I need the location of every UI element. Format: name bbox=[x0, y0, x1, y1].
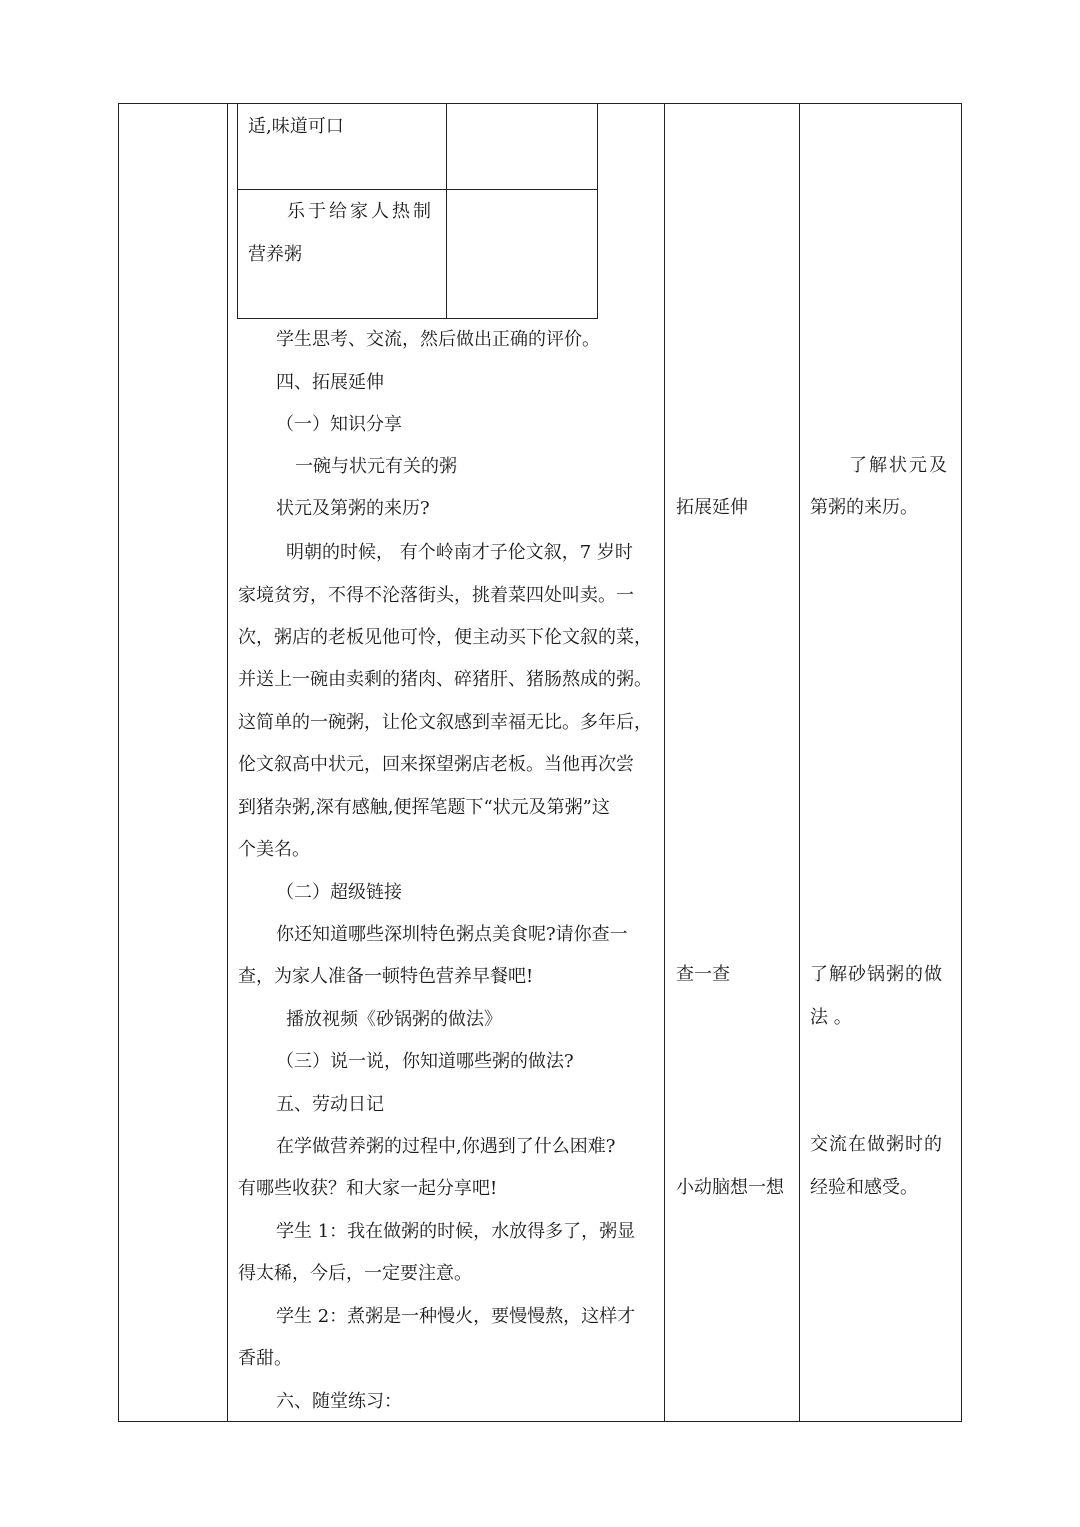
activity-search: 查一查 bbox=[676, 964, 730, 985]
story-line: 明朝的时候， 有个岭南才子伦文叙，7 岁时 bbox=[286, 542, 633, 563]
story-line: 伦文叙高中状元，回来探望粥店老板。当他再次尝 bbox=[238, 754, 634, 775]
section-heading-5: 五、劳动日记 bbox=[276, 1094, 384, 1115]
paragraph-porridge-title: 一碗与状元有关的粥 bbox=[295, 456, 457, 477]
activity-think: 小动脑想一想 bbox=[676, 1177, 784, 1198]
story-line: 个美名。 bbox=[238, 839, 310, 860]
story-line: 次，粥店的老板见他可怜，便主动买下伦文叙的菜， bbox=[238, 627, 652, 648]
inner-table-cell-1: 适,味道可口 bbox=[248, 116, 344, 137]
column-divider-2 bbox=[664, 103, 665, 1422]
paragraph-student2-line-1: 学生 2：煮粥是一种慢火，要慢慢熬，这样才 bbox=[276, 1306, 636, 1327]
subheading-discuss: （三）说一说，你知道哪些粥的做法? bbox=[276, 1051, 574, 1072]
inner-table-cell-2-line-2: 营养粥 bbox=[248, 244, 302, 265]
subheading-super-link: （二）超级链接 bbox=[276, 882, 402, 903]
paragraph-video: 播放视频《砂锅粥的做法》 bbox=[286, 1009, 502, 1030]
inner-table-row-divider bbox=[237, 189, 598, 190]
intent-2-line-2: 法 。 bbox=[810, 1007, 852, 1028]
intent-1-line-2: 第粥的来历。 bbox=[810, 497, 918, 518]
activity-extend: 拓展延伸 bbox=[676, 497, 748, 518]
subheading-knowledge-share: （一）知识分享 bbox=[276, 414, 402, 435]
paragraph-student2-line-2: 香甜。 bbox=[238, 1348, 292, 1369]
table-left-border bbox=[118, 103, 119, 1422]
story-line: 家境贫穷，不得不沦落街头，挑着菜四处叫卖。一 bbox=[238, 585, 634, 606]
intent-3-line-2: 经验和感受。 bbox=[810, 1177, 918, 1198]
story-line: 这简单的一碗粥，让伦文叙感到幸福无比。多年后， bbox=[238, 712, 652, 733]
story-line: 到猪杂粥,深有感触,便挥笔题下“状元及第粥”这 bbox=[238, 797, 610, 818]
paragraph-evaluation: 学生思考、交流，然后做出正确的评价。 bbox=[276, 329, 600, 350]
intent-3-line-1: 交流在做粥时的 bbox=[810, 1134, 943, 1155]
inner-table-cell-2-line-1: 乐于给家人热制 bbox=[287, 201, 434, 222]
story-line: 并送上一碗由卖剩的猪肉、碎猪肝、猪肠熬成的粥。 bbox=[238, 669, 652, 690]
paragraph-search-line-1: 你还知道哪些深圳特色粥点美食呢?请你查一 bbox=[276, 924, 628, 945]
paragraph-student1-line-1: 学生 1：我在做粥的时候，水放得多了，粥显 bbox=[276, 1221, 636, 1242]
paragraph-diary-line-1: 在学做营养粥的过程中,你遇到了什么困难? bbox=[276, 1136, 616, 1157]
paragraph-search-line-2: 查，为家人准备一顿特色营养早餐吧! bbox=[238, 966, 534, 987]
table-right-border bbox=[961, 103, 962, 1422]
intent-1-line-1: 了解状元及 bbox=[849, 455, 949, 476]
paragraph-porridge-question: 状元及第粥的来历? bbox=[276, 498, 430, 519]
section-heading-6: 六、随堂练习： bbox=[276, 1391, 402, 1412]
intent-2-line-1: 了解砂锅粥的做 bbox=[810, 964, 943, 985]
table-bottom-border bbox=[118, 1421, 962, 1422]
column-divider-1 bbox=[227, 103, 228, 1422]
section-heading-4: 四、拓展延伸 bbox=[276, 372, 384, 393]
column-divider-3 bbox=[799, 103, 800, 1422]
paragraph-student1-line-2: 得太稀，今后，一定要注意。 bbox=[238, 1263, 472, 1284]
inner-table-column-divider bbox=[446, 103, 447, 319]
paragraph-diary-line-2: 有哪些收获？和大家一起分享吧! bbox=[238, 1178, 498, 1199]
